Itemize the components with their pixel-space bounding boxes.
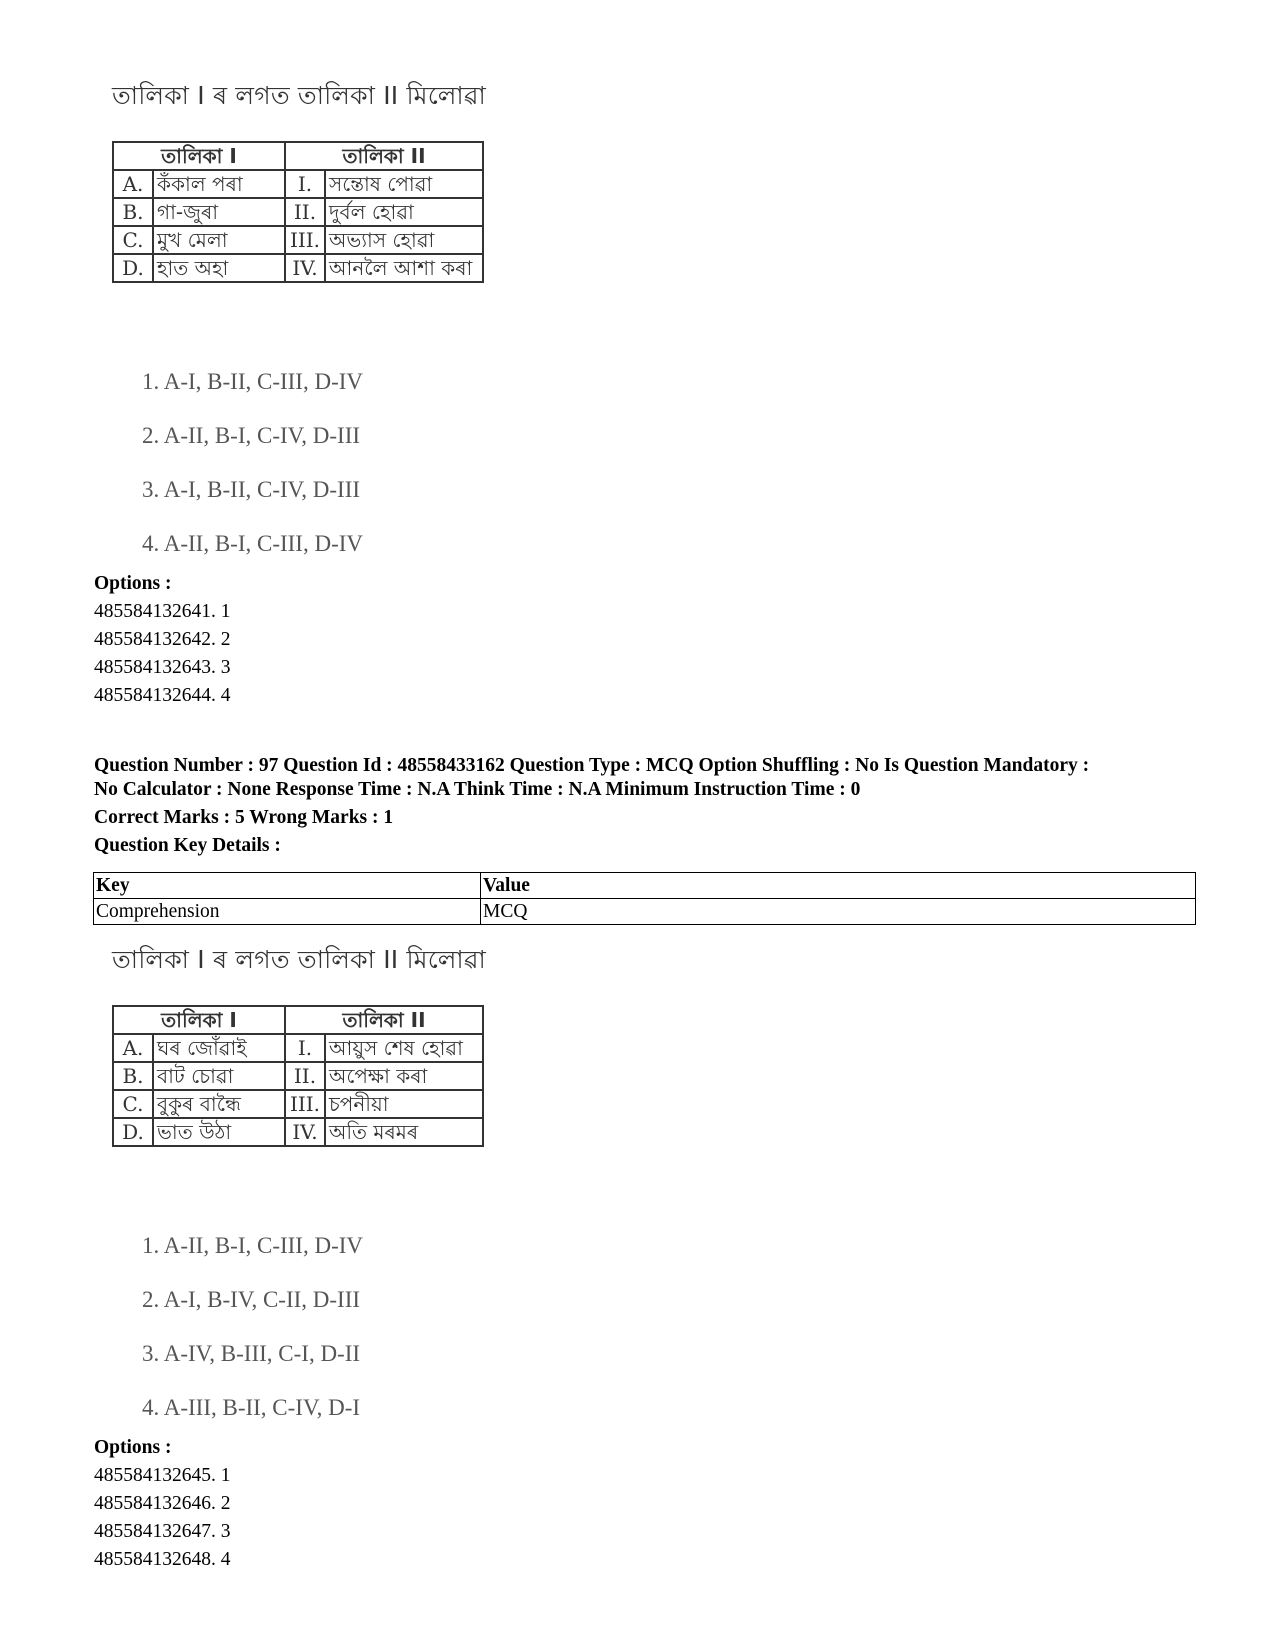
row-label: I. bbox=[285, 1034, 325, 1062]
options-list-top bbox=[94, 570, 231, 710]
answer-choice: 3. A-IV, B-III, C-I, D-II bbox=[142, 1341, 361, 1366]
list-one-item: গা-জুৰা bbox=[153, 198, 285, 226]
match-table-row bbox=[113, 1118, 483, 1146]
key-details-title: Question Key Details : bbox=[94, 835, 281, 856]
key-header: Key bbox=[94, 873, 481, 899]
marks-line: Correct Marks : 5 Wrong Marks : 1 bbox=[94, 807, 394, 828]
list-two-item: আয়ুস শেষ হোৱা bbox=[325, 1034, 483, 1062]
match-table-row bbox=[113, 198, 483, 226]
list-one-item: হাত অহা bbox=[153, 254, 285, 282]
answer-choice: 2. A-II, B-I, C-IV, D-III bbox=[142, 423, 361, 448]
row-label: III. bbox=[285, 1090, 325, 1118]
list-one-header: তালিকা I bbox=[113, 1006, 285, 1034]
answer-choices bbox=[142, 369, 632, 585]
list-two-item: চপনীয়া bbox=[325, 1090, 483, 1118]
question-meta-line: No Calculator : None Response Time : N.A Think Time : N.A Minimum Instruction Time : 0 bbox=[94, 779, 861, 800]
match-instruction: তালিকা I ৰ লগত তালিকা II মিলোৱা bbox=[112, 81, 486, 110]
option-item: 485584132645. 1 bbox=[94, 1465, 231, 1486]
match-table bbox=[112, 141, 484, 283]
answer-choices bbox=[142, 1233, 632, 1449]
list-one-item: ভাত উঠা bbox=[153, 1118, 285, 1146]
match-table-row bbox=[113, 170, 483, 198]
match-table-header bbox=[113, 142, 483, 170]
match-table-row bbox=[113, 1034, 483, 1062]
options-list-97 bbox=[94, 1434, 231, 1574]
match-table-row bbox=[113, 254, 483, 282]
option-item: 485584132648. 4 bbox=[94, 1549, 231, 1570]
option-item: 485584132647. 3 bbox=[94, 1521, 231, 1542]
row-label: B. bbox=[113, 198, 153, 226]
value-cell: MCQ bbox=[481, 899, 1196, 925]
row-label: A. bbox=[113, 170, 153, 198]
options-title: Options : bbox=[94, 573, 172, 594]
row-label: A. bbox=[113, 1034, 153, 1062]
match-table-header bbox=[113, 1006, 483, 1034]
list-one-item: বুকুৰ বান্ধৈ bbox=[153, 1090, 285, 1118]
question-image-top bbox=[112, 76, 632, 585]
answer-choice: 4. A-II, B-I, C-III, D-IV bbox=[142, 531, 363, 556]
row-label: B. bbox=[113, 1062, 153, 1090]
answer-choice: 1. A-II, B-I, C-III, D-IV bbox=[142, 1233, 363, 1258]
option-item: 485584132643. 3 bbox=[94, 657, 231, 678]
list-two-item: দুৰ্বল হোৱা bbox=[325, 198, 483, 226]
question-meta-line: Question Number : 97 Question Id : 48558433162 Question Type : MCQ Option Shuffling : No Is Question Mandatory : bbox=[94, 755, 1090, 776]
row-label: III. bbox=[285, 226, 325, 254]
option-item: 485584132642. 2 bbox=[94, 629, 231, 650]
option-item: 485584132644. 4 bbox=[94, 685, 231, 706]
match-table bbox=[112, 1005, 484, 1147]
list-two-item: সন্তোষ পোৱা bbox=[325, 170, 483, 198]
row-label: II. bbox=[285, 1062, 325, 1090]
match-table-row bbox=[113, 1062, 483, 1090]
answer-choice: 4. A-III, B-II, C-IV, D-I bbox=[142, 1395, 361, 1420]
row-label: C. bbox=[113, 226, 153, 254]
list-one-item: মুখ মেলা bbox=[153, 226, 285, 254]
list-one-item: বাট চোৱা bbox=[153, 1062, 285, 1090]
row-label: II. bbox=[285, 198, 325, 226]
list-two-item: অপেক্ষা কৰা bbox=[325, 1062, 483, 1090]
list-one-item: ঘৰ জোঁৱাই bbox=[153, 1034, 285, 1062]
question-image-97 bbox=[112, 940, 632, 1449]
option-item: 485584132641. 1 bbox=[94, 601, 231, 622]
answer-choice: 2. A-I, B-IV, C-II, D-III bbox=[142, 1287, 361, 1312]
row-label: C. bbox=[113, 1090, 153, 1118]
match-instruction: তালিকা I ৰ লগত তালিকা II মিলোৱা bbox=[112, 945, 486, 974]
list-one-item: কঁকাল পৰা bbox=[153, 170, 285, 198]
list-one-header: তালিকা I bbox=[113, 142, 285, 170]
row-label: D. bbox=[113, 1118, 153, 1146]
key-table-header bbox=[94, 873, 1196, 899]
match-table-row bbox=[113, 226, 483, 254]
row-label: IV. bbox=[285, 254, 325, 282]
key-cell: Comprehension bbox=[94, 899, 481, 925]
row-label: D. bbox=[113, 254, 153, 282]
key-table-row bbox=[94, 899, 1196, 925]
options-title: Options : bbox=[94, 1437, 172, 1458]
list-two-item: অভ্যাস হোৱা bbox=[325, 226, 483, 254]
answer-choice: 3. A-I, B-II, C-IV, D-III bbox=[142, 477, 361, 502]
list-two-item: অতি মৰমৰ bbox=[325, 1118, 483, 1146]
question-meta bbox=[94, 754, 1194, 858]
match-table-row bbox=[113, 1090, 483, 1118]
key-details-table bbox=[93, 872, 1196, 925]
list-two-header: তালিকা II bbox=[285, 142, 483, 170]
row-label: IV. bbox=[285, 1118, 325, 1146]
list-two-item: আনলৈ আশা কৰা bbox=[325, 254, 483, 282]
list-two-header: তালিকা II bbox=[285, 1006, 483, 1034]
value-header: Value bbox=[481, 873, 1196, 899]
answer-choice: 1. A-I, B-II, C-III, D-IV bbox=[142, 369, 363, 394]
row-label: I. bbox=[285, 170, 325, 198]
option-item: 485584132646. 2 bbox=[94, 1493, 231, 1514]
